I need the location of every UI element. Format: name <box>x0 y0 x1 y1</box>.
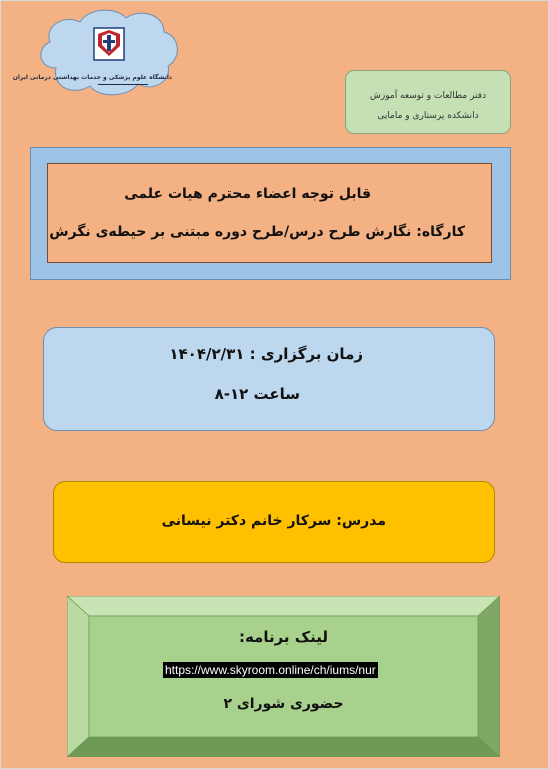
title-frame <box>30 147 511 280</box>
announcement-title: قابل توجه اعضاء محترم هیات علمی <box>124 186 371 202</box>
skyroom-link[interactable]: https://www.skyroom.online/ch/iums/nur <box>165 663 376 677</box>
schedule-box <box>43 327 495 431</box>
office-line-1: دفتر مطالعات و توسعه آموزش <box>369 91 487 101</box>
event-date: زمان برگزاری : ۱۴۰۴/۲/۳۱ <box>169 345 363 363</box>
university-caption: دانشگاه علوم پزشکی و خدمات بهداشتی درمانی ایران <box>12 74 172 81</box>
office-line-2: دانشکده پرستاری و مامایی <box>377 111 479 121</box>
instructor-box <box>53 481 495 563</box>
caption-underline <box>98 84 148 85</box>
in-person-location: حضوری شورای ۲ <box>223 696 344 712</box>
link-panel <box>67 596 500 757</box>
instructor-name: مدرس: سرکار خانم دکتر نیسانی <box>161 513 386 529</box>
university-emblem-icon <box>92 26 126 62</box>
event-time: ساعت ۱۲-۸ <box>214 385 300 403</box>
title-panel <box>47 163 492 263</box>
office-box <box>345 70 511 134</box>
university-logo-cloud <box>12 6 182 98</box>
workshop-title: کارگاه: نگارش طرح درس/طرح دوره مبتنی بر حیطه‌ی نگرش <box>49 224 465 240</box>
link-heading: لینک برنامه: <box>238 628 329 646</box>
